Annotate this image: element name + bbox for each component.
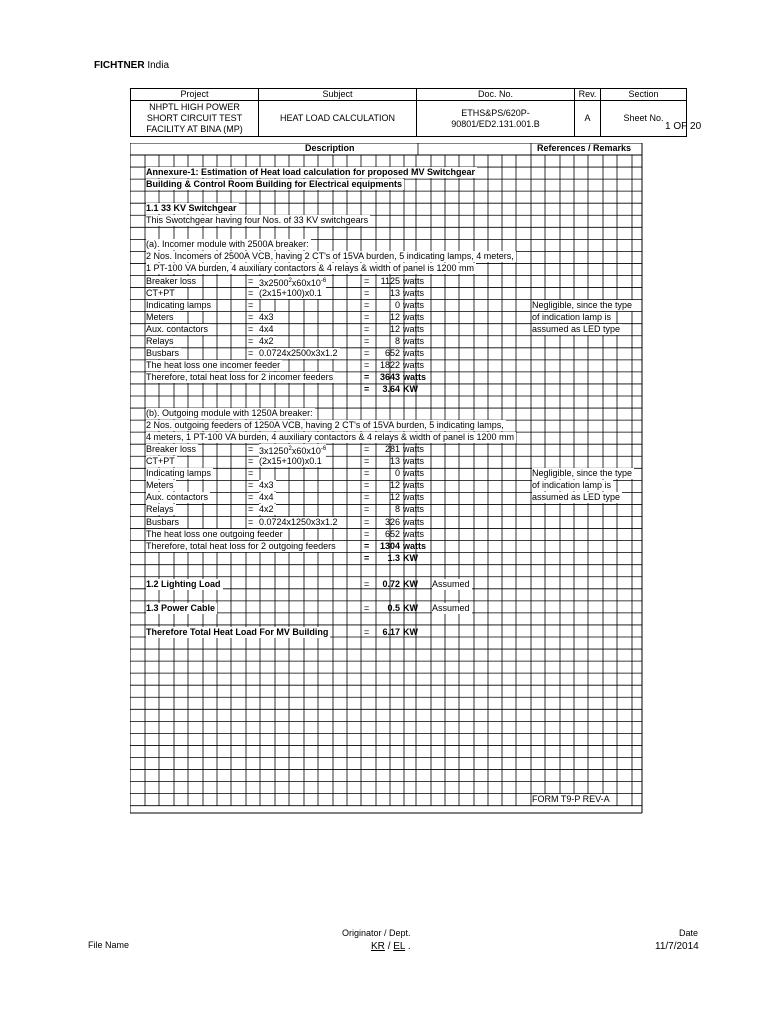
incomer-item: Breaker loss	[146, 275, 197, 286]
incomer-single-loss-value: 1822	[379, 359, 400, 370]
outgoing-eq: =	[248, 480, 254, 491]
incomer-title: (a). Incomer module with 2500A breaker:	[146, 239, 309, 250]
outgoing-value: 0	[394, 468, 400, 479]
sheet-no-cell: Sheet No.	[601, 101, 687, 137]
outgoing-desc: 4 meters, 1 PT-100 VA burden, 4 auxiliary contactors & 4 relays & width of panel is 1200 mm	[146, 432, 515, 443]
outgoing-eq: =	[364, 492, 370, 503]
incomer-item: Indicating lamps	[146, 299, 212, 310]
outgoing-single-loss-value: 652	[384, 528, 400, 539]
outgoing-total-label: Therefore, total heat loss for 2 outgoing feeders	[146, 540, 336, 551]
incomer-value: 652	[384, 347, 400, 358]
outgoing-single-loss-label: The heat loss one outgoing feeder	[146, 528, 283, 539]
incomer-item: Aux. contactors	[146, 323, 209, 334]
incomer-eq: =	[248, 323, 254, 334]
incomer-formula: (2x15+100)x0.1	[259, 287, 322, 298]
incomer-total-label: Therefore, total heat loss for 2 incomer feeders	[146, 371, 334, 382]
date-label: Date	[679, 928, 699, 938]
outgoing-eq: =	[364, 504, 370, 515]
doc-no-line: 90801/ED2.131.001.B	[451, 118, 540, 129]
section-1-1-title: 1.1 33 KV Switchgear	[146, 203, 237, 214]
lighting-load-value: 0.72	[382, 578, 400, 589]
total-heat-load-eq: =	[364, 626, 370, 637]
incomer-unit: watts	[403, 311, 425, 322]
power-cable-load-remark: Assumed	[432, 602, 470, 613]
incomer-eq: =	[248, 287, 254, 298]
incomer-formula: 4x4	[259, 323, 274, 334]
outgoing-eq: =	[248, 456, 254, 467]
project-line: NHPTL HIGH POWER	[149, 102, 240, 112]
incomer-eq: =	[364, 335, 370, 346]
project-header: Project	[131, 89, 259, 101]
incomer-value: 12	[389, 311, 400, 322]
form-label: FORM T9-P REV-A	[532, 793, 610, 804]
lighting-load-unit: KW	[403, 578, 418, 589]
outgoing-remark: Negligible, since the type	[532, 468, 633, 479]
incomer-eq: =	[364, 323, 370, 334]
originator-dept	[371, 941, 411, 952]
incomer-eq: =	[248, 347, 254, 358]
incomer-unit: watts	[403, 347, 425, 358]
incomer-item: Meters	[146, 311, 174, 322]
incomer-formula: 4x3	[259, 311, 274, 322]
outgoing-item: Breaker loss	[146, 444, 197, 455]
incomer-item: Relays	[146, 335, 174, 346]
lighting-load-eq: =	[364, 578, 370, 589]
outgoing-eq: =	[364, 516, 370, 527]
outgoing-eq: =	[248, 516, 254, 527]
outgoing-value: 12	[389, 480, 400, 491]
incomer-desc: 1 PT-100 VA burden, 4 auxiliary contactors & 4 relays & width of panel is 1200 mm	[146, 263, 475, 274]
outgoing-unit: watts	[403, 468, 425, 479]
outgoing-eq: =	[248, 468, 254, 479]
incomer-value: 13	[389, 287, 400, 298]
power-cable-load-value: 0.5	[387, 602, 400, 613]
outgoing-formula: 0.0724x1250x3x1.2	[259, 516, 338, 527]
incomer-eq: =	[364, 299, 370, 310]
annexure-title: Annexure-1: Estimation of Heat load calculation for proposed MV Switchgear	[146, 167, 476, 178]
section-header: Section	[601, 89, 687, 101]
formula-rest: x60x10	[291, 446, 321, 457]
formula-exponent: -6	[320, 446, 327, 453]
outgoing-value: 12	[389, 492, 400, 503]
outgoing-item: Meters	[146, 480, 174, 491]
incomer-total-value: 3643	[379, 371, 400, 382]
incomer-formula	[259, 276, 326, 289]
incomer-remark: of indication lamp is	[532, 311, 612, 322]
sheet-count: 1 OF 20	[665, 121, 702, 132]
company-suffix: India	[147, 60, 170, 71]
total-heat-load-label: Therefore Total Heat Load For MV Building	[146, 626, 329, 637]
formula-exponent: 2	[288, 277, 292, 284]
project-line: FACILITY AT BINA (MP)	[146, 124, 243, 134]
incomer-eq: =	[364, 383, 370, 394]
description-header: Description	[305, 143, 355, 153]
document-date: 11/7/2014	[655, 941, 699, 952]
outgoing-value: 326	[384, 516, 400, 527]
outgoing-item: CT+PT	[146, 456, 175, 467]
outgoing-total-value: 1304	[379, 540, 400, 551]
incomer-eq: =	[364, 275, 370, 286]
outgoing-title: (b). Outgoing module with 1250A breaker:	[146, 408, 313, 419]
outgoing-formula	[259, 444, 326, 457]
incomer-eq: =	[364, 347, 370, 358]
department-code: EL	[393, 941, 406, 952]
outgoing-eq: =	[364, 528, 370, 539]
subject-cell: HEAT LOAD CALCULATION	[259, 101, 417, 137]
outgoing-unit: watts	[403, 492, 425, 503]
incomer-formula: 0.0724x2500x3x1.2	[259, 347, 338, 358]
incomer-unit: watts	[403, 299, 425, 310]
outgoing-remark: of indication lamp is	[532, 480, 612, 491]
outgoing-formula: 4x2	[259, 504, 274, 515]
file-name-label: File Name	[88, 940, 130, 950]
incomer-formula: 4x2	[259, 335, 274, 346]
originator-separator: /	[387, 941, 391, 952]
lighting-load-label: 1.2 Lighting Load	[146, 578, 221, 589]
power-cable-load-label: 1.3 Power Cable	[146, 602, 216, 613]
outgoing-eq: =	[364, 468, 370, 479]
outgoing-unit: watts	[403, 540, 427, 551]
outgoing-formula: 4x4	[259, 492, 274, 503]
outgoing-formula: 4x3	[259, 480, 274, 491]
outgoing-unit: KW	[403, 552, 418, 563]
outgoing-eq: =	[364, 540, 370, 551]
total-heat-load-unit: KW	[403, 626, 418, 637]
incomer-value: 12	[389, 323, 400, 334]
incomer-remark: Negligible, since the type	[532, 299, 633, 310]
outgoing-value: 13	[389, 456, 400, 467]
incomer-eq: =	[248, 335, 254, 346]
outgoing-item: Relays	[146, 504, 174, 515]
company-name: FICHTNER	[94, 60, 145, 71]
outgoing-eq: =	[364, 456, 370, 467]
outgoing-kw-value: 1.3	[387, 552, 400, 563]
outgoing-remark: assumed as LED type	[532, 492, 621, 503]
outgoing-eq: =	[248, 444, 254, 455]
outgoing-unit: watts	[403, 480, 425, 491]
incomer-eq: =	[248, 275, 254, 286]
project-line: SHORT CIRCUIT TEST	[146, 113, 243, 123]
outgoing-value: 8	[394, 504, 400, 515]
incomer-eq: =	[364, 287, 370, 298]
originator-dot: .	[407, 941, 411, 952]
outgoing-unit: watts	[403, 444, 425, 455]
outgoing-eq: =	[248, 504, 254, 515]
formula-base: 3x2500	[259, 277, 289, 288]
rev-cell: A	[575, 101, 601, 137]
outgoing-unit: watts	[403, 504, 425, 515]
incomer-unit: watts	[403, 323, 425, 334]
power-cable-load-eq: =	[364, 602, 370, 613]
incomer-single-loss-label: The heat loss one incomer feeder	[146, 359, 281, 370]
incomer-remark: assumed as LED type	[532, 323, 621, 334]
originator-initials: KR	[371, 941, 385, 952]
incomer-desc: 2 Nos. Incomers of 2500A VCB, having 2 CT's of 15VA burden, 5 indicating lamps, 4 meters,	[146, 251, 514, 262]
outgoing-eq: =	[364, 444, 370, 455]
outgoing-item: Busbars	[146, 516, 180, 527]
incomer-item: CT+PT	[146, 287, 175, 298]
incomer-unit: KW	[403, 383, 418, 394]
incomer-unit: watts	[403, 371, 427, 382]
incomer-eq: =	[248, 299, 254, 310]
annexure-subtitle: Building & Control Room Building for Electrical equipments	[146, 179, 403, 190]
incomer-eq: =	[364, 359, 370, 370]
outgoing-unit: watts	[403, 456, 425, 467]
incomer-item: Busbars	[146, 347, 180, 358]
incomer-value: 1125	[380, 275, 400, 286]
outgoing-item: Aux. contactors	[146, 492, 209, 503]
outgoing-eq: =	[364, 552, 370, 563]
formula-rest: x60x10	[291, 277, 321, 288]
outgoing-eq: =	[364, 480, 370, 491]
subject-header: Subject	[259, 89, 417, 101]
outgoing-formula: (2x15+100)x0.1	[259, 456, 322, 467]
outgoing-unit: watts	[403, 516, 425, 527]
incomer-value: 0	[394, 299, 400, 310]
outgoing-value: 281	[384, 444, 400, 455]
rev-header: Rev.	[575, 89, 601, 101]
originator-label: Originator / Dept.	[342, 928, 411, 938]
incomer-kw-value: 3.64	[382, 383, 400, 394]
total-heat-load-value: 6.17	[382, 626, 400, 637]
incomer-unit: watts	[403, 359, 425, 370]
power-cable-load-unit: KW	[403, 602, 418, 613]
incomer-value: 8	[394, 335, 400, 346]
incomer-unit: watts	[403, 275, 425, 286]
references-header: References / Remarks	[537, 143, 632, 153]
outgoing-unit: watts	[403, 528, 425, 539]
doc-no-line: ETHS&PS/620P-	[461, 107, 530, 118]
lighting-load-remark: Assumed	[432, 578, 470, 589]
incomer-unit: watts	[403, 335, 425, 346]
doc-no-header: Doc. No.	[417, 89, 575, 101]
formula-exponent: -6	[320, 277, 327, 284]
outgoing-item: Indicating lamps	[146, 468, 212, 479]
outgoing-desc: 2 Nos. outgoing feeders of 1250A VCB, having 2 CT's of 15VA burden, 5 indicating lamps,	[146, 420, 504, 431]
formula-base: 3x1250	[259, 446, 289, 457]
incomer-eq: =	[364, 371, 370, 382]
incomer-eq: =	[364, 311, 370, 322]
incomer-unit: watts	[403, 287, 425, 298]
formula-exponent: 2	[288, 446, 292, 453]
incomer-eq: =	[248, 311, 254, 322]
outgoing-eq: =	[248, 492, 254, 503]
section-1-1-desc: This Swotchgear having four Nos. of 33 KV switchgears	[146, 215, 369, 226]
